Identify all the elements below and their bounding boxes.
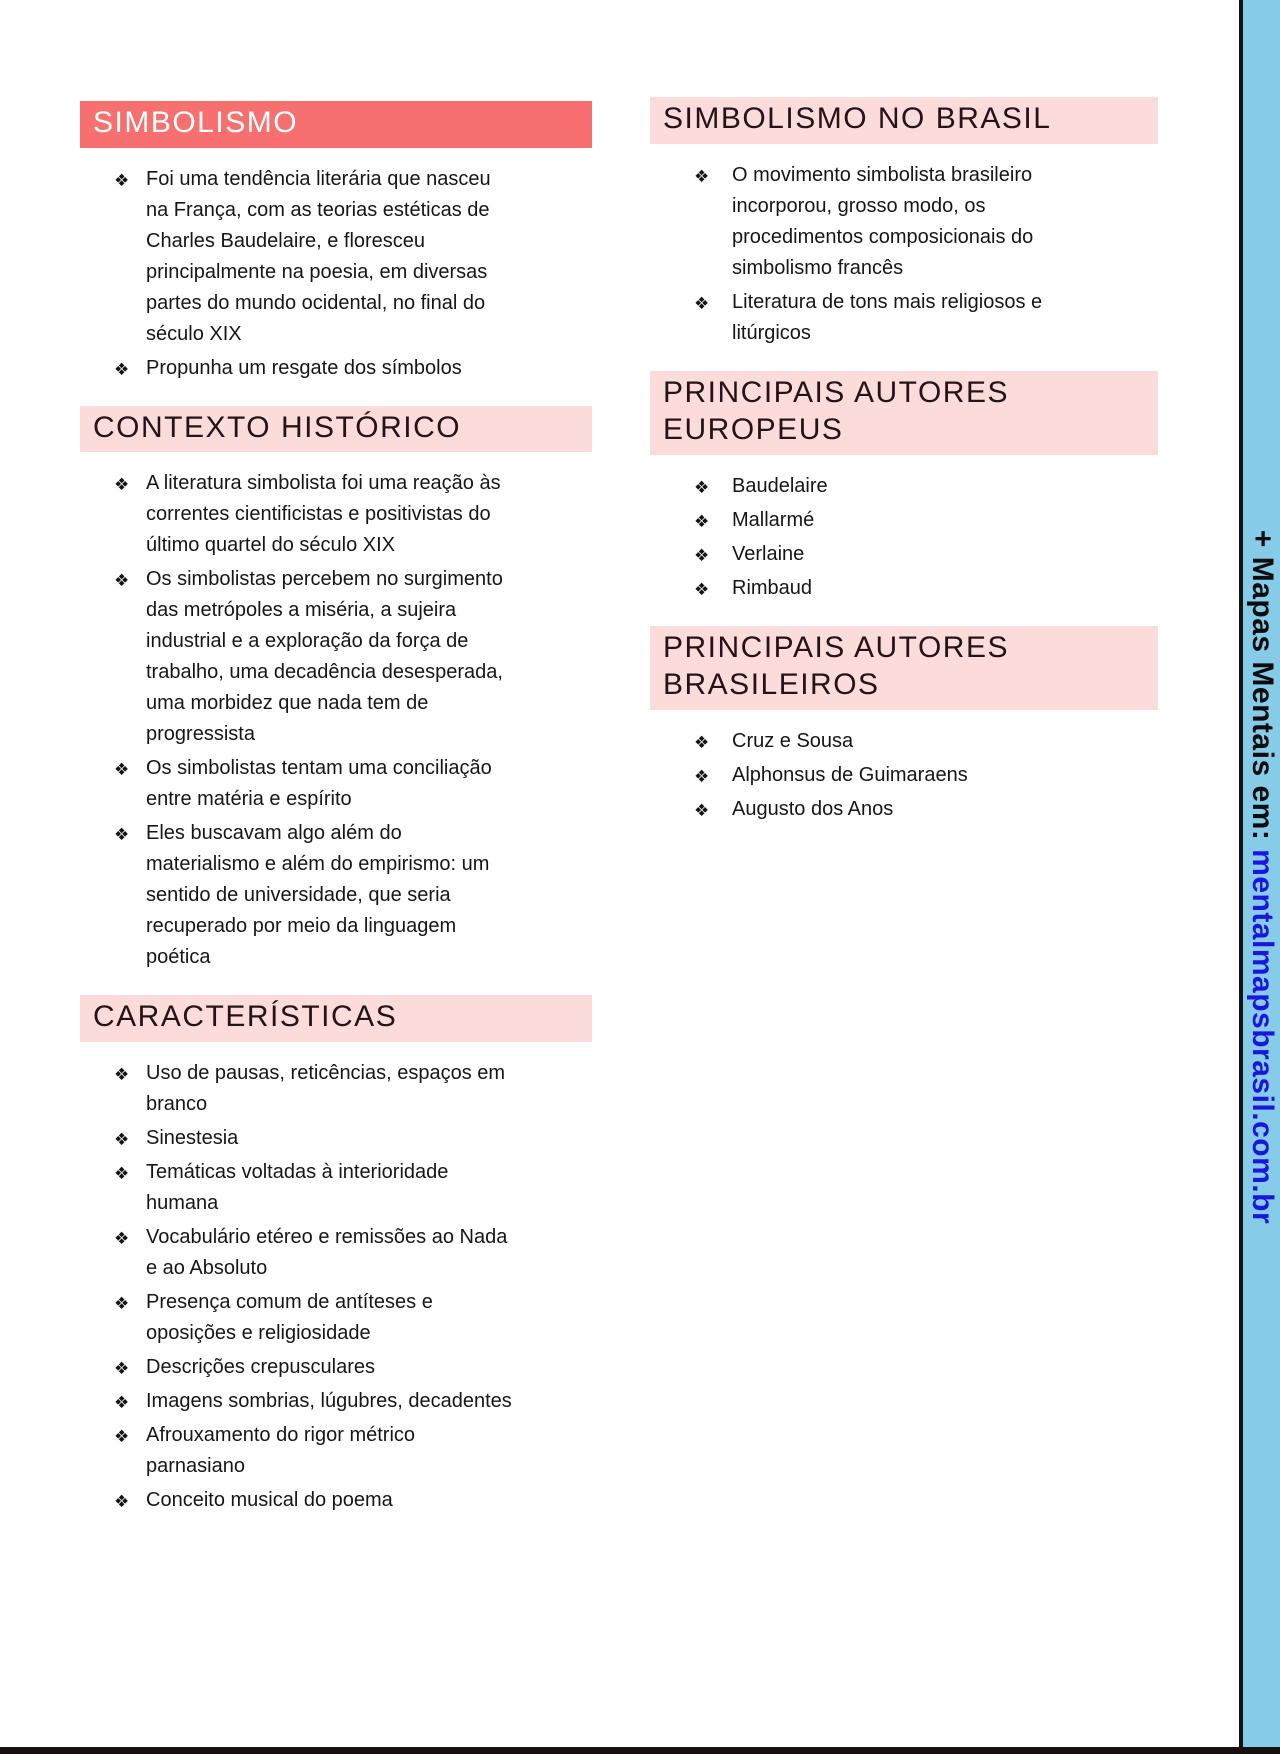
sidebar-caption-prefix: + Mapas Mentais em: [1245,529,1279,850]
list-item-text: Temáticas voltadas à interioridade humana [146,1160,449,1214]
list-item [80,1420,592,1482]
list-item [80,1485,592,1516]
list-item [80,1222,592,1284]
section-header-principais-autores-brasileiros: PRINCIPAIS AUTORES BRASILEIROS [650,626,1158,710]
list-item-text: Eles buscavam algo além do materialismo e além do empirismo: um sentido de universidade, que seria recuperado por meio da linguagem poética [146,822,490,968]
diamond-bullet-icon: ❖ [114,1129,130,1149]
section-list-simbolismo-no-brasil [650,160,1158,349]
diamond-bullet-icon: ❖ [114,1358,130,1378]
list-item [650,505,1158,536]
list-item [80,1287,592,1349]
diamond-bullet-icon: ❖ [114,825,130,844]
diamond-bullet-icon: ❖ [694,293,710,313]
section-list-principais-autores-brasileiros [650,726,1158,825]
diamond-bullet-icon: ❖ [114,1392,130,1412]
section-header-caracteristicas: CARACTERÍSTICAS [80,995,592,1042]
diamond-bullet-icon: ❖ [694,766,710,786]
list-item [650,287,1158,349]
diamond-bullet-icon: ❖ [114,170,130,190]
diamond-bullet-icon: ❖ [694,511,710,531]
diamond-bullet-icon: ❖ [114,571,130,590]
sidebar [1239,0,1280,1754]
list-item [650,726,1158,757]
section-list-caracteristicas [80,1058,592,1516]
list-item [650,160,1158,284]
list-item-text: Descrições crepusculares [146,1355,375,1378]
list-item [650,760,1158,791]
list-item [80,468,592,561]
section-list-simbolismo [80,164,592,384]
list-item-text: Cruz e Sousa [732,729,854,752]
list-item [80,1386,592,1417]
section-list-contexto-historico [80,468,592,973]
list-item [80,753,592,815]
list-item-text: Mallarmé [732,508,815,531]
list-item [80,1058,592,1120]
diamond-bullet-icon: ❖ [694,545,710,565]
diamond-bullet-icon: ❖ [694,732,710,752]
diamond-bullet-icon: ❖ [114,1163,130,1183]
section-header-contexto-historico: CONTEXTO HISTÓRICO [80,406,592,453]
right-column [650,97,1158,831]
sidebar-website-link[interactable]: mentalmapsbrasil.com.br [1245,849,1279,1225]
list-item-text: Literatura de tons mais religiosos e litúrgicos [732,290,1043,344]
list-item [80,1157,592,1219]
list-item-text: Verlaine [732,542,805,565]
diamond-bullet-icon: ❖ [114,1064,130,1084]
sidebar-caption [1245,530,1279,1224]
list-item [80,164,592,350]
diamond-bullet-icon: ❖ [114,1491,130,1511]
list-item [650,573,1158,604]
list-item [80,818,592,973]
diamond-bullet-icon: ❖ [114,1426,130,1446]
diamond-bullet-icon: ❖ [694,477,710,497]
bottom-border-bar [0,1747,1280,1754]
list-item [650,471,1158,502]
section-header-simbolismo-no-brasil: SIMBOLISMO NO BRASIL [650,97,1158,144]
list-item [650,539,1158,570]
list-item [80,1352,592,1383]
left-column [80,101,592,1522]
list-item-text: Augusto dos Anos [732,797,894,820]
list-item-text: Imagens sombrias, lúgubres, decadentes [146,1389,512,1412]
list-item-text: A literatura simbolista foi uma reação às correntes cientificistas e positivistas do último quartel do século XIX [146,472,501,556]
list-item-text: Rimbaud [732,576,813,599]
diamond-bullet-icon: ❖ [694,800,710,820]
list-item-text: Presença comum de antíteses e oposições e religiosidade [146,1290,433,1344]
list-item-text: Baudelaire [732,474,828,497]
list-item-text: Alphonsus de Guimaraens [732,763,968,786]
diamond-bullet-icon: ❖ [114,359,130,379]
list-item-text: Os simbolistas percebem no surgimento das metrópoles a miséria, a sujeira industrial e a exploração da força de trabalho, uma decadência desesperada, uma morbidez que nada tem de progressista [146,568,503,745]
list-item-text: Os simbolistas tentam uma conciliação entre matéria e espírito [146,757,492,810]
list-item [650,794,1158,825]
diamond-bullet-icon: ❖ [114,760,130,779]
diamond-bullet-icon: ❖ [114,475,130,494]
list-item-text: Foi uma tendência literária que nasceu na França, com as teorias estéticas de Charles Baudelaire, e floresceu principalmente na poesia, em diversas partes do mundo ocidental, no final do século XIX [146,167,491,345]
diamond-bullet-icon: ❖ [694,166,710,186]
diamond-bullet-icon: ❖ [114,1293,130,1313]
section-list-principais-autores-europeus [650,471,1158,604]
list-item [80,564,592,750]
list-item-text: O movimento simbolista brasileiro incorporou, grosso modo, os procedimentos composicionais do simbolismo francês [732,163,1034,279]
list-item-text: Propunha um resgate dos símbolos [146,356,462,379]
list-item-text: Conceito musical do poema [146,1488,393,1511]
list-item-text: Vocabulário etéreo e remissões ao Nada e ao Absoluto [146,1225,508,1279]
diamond-bullet-icon: ❖ [114,1228,130,1248]
section-header-simbolismo: SIMBOLISMO [80,101,592,148]
list-item [80,1123,592,1154]
list-item-text: Afrouxamento do rigor métrico parnasiano [146,1423,416,1477]
diamond-bullet-icon: ❖ [694,579,710,599]
list-item [80,353,592,384]
list-item-text: Sinestesia [146,1126,239,1149]
section-header-principais-autores-europeus: PRINCIPAIS AUTORES EUROPEUS [650,371,1158,455]
list-item-text: Uso de pausas, reticências, espaços em branco [146,1061,506,1115]
